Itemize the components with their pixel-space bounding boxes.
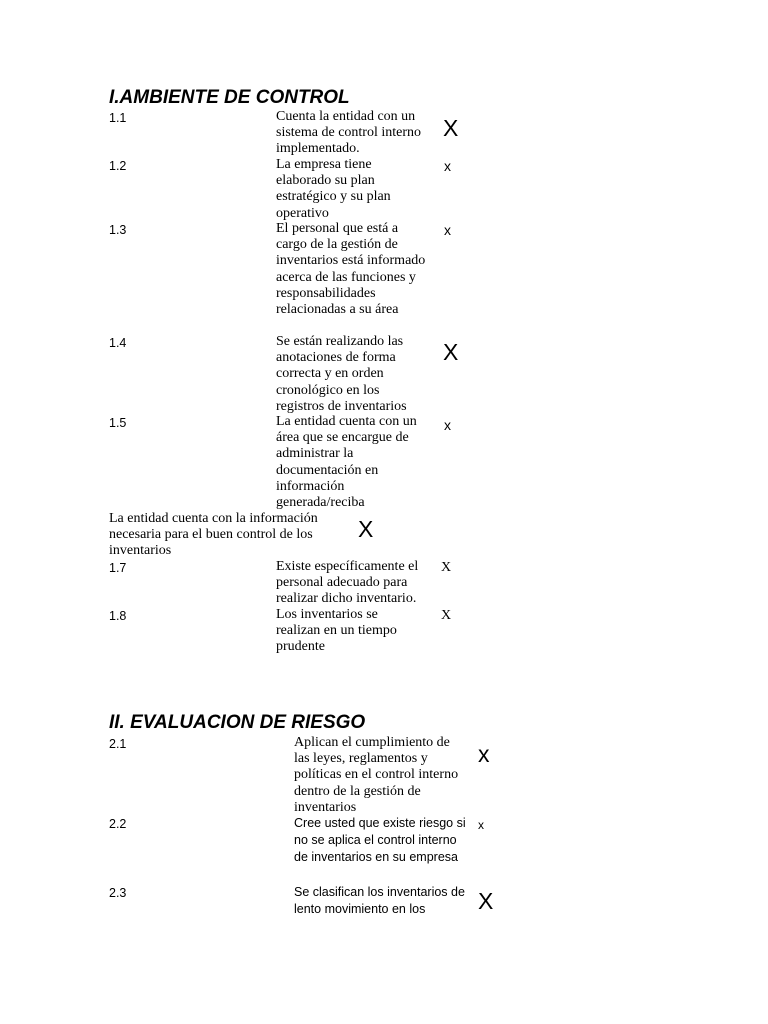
checkmark-x: x (444, 222, 451, 238)
item-number: 1.5 (109, 416, 127, 430)
item-number: 2.2 (109, 817, 127, 831)
checkmark-x: X (443, 339, 459, 365)
checkmark-x: X (443, 115, 459, 141)
item-number: 1.4 (109, 336, 127, 350)
item-description: La entidad cuenta con la información necesaria para el buen control de los inventarios (109, 511, 318, 559)
item-description: Los inventarios se realizan en un tiempo prudente (276, 607, 397, 655)
item-description: Se clasifican los inventarios de lento movimiento en los (294, 885, 465, 917)
item-description: Cuenta la entidad con un sistema de control interno implementado. (276, 109, 422, 157)
item-description: Cree usted que existe riesgo si no se aplica el control interno de inventarios en su empresa (294, 816, 466, 865)
checkmark-x: x (478, 818, 484, 832)
item-number: 1.8 (109, 609, 127, 623)
section-heading-evaluacion-de-riesgo: II. EVALUACION DE RIESGO (109, 712, 366, 733)
checkmark-x: x (444, 158, 451, 174)
item-number: 2.3 (109, 886, 127, 900)
item-description: Existe específicamente el personal adecuado para realizar dicho inventario. (276, 559, 419, 607)
item-description: La entidad cuenta con un área que se encargue de administrar la documentación en información generada/reciba (276, 414, 417, 511)
item-number: 2.1 (109, 737, 127, 751)
checkmark-x: x (444, 417, 451, 433)
item-description: Aplican el cumplimiento de las leyes, reglamentos y políticas en el control interno dentro de la gestión de inventarios (294, 735, 459, 815)
checkmark-x: x (478, 741, 490, 767)
checkmark-x: X (358, 516, 374, 542)
section-heading-ambiente-de-control: I.AMBIENTE DE CONTROL (109, 87, 350, 108)
checkmark-x: X (441, 560, 452, 575)
item-description: Se están realizando las anotaciones de forma correcta y en orden cronológico en los registros de inventarios (276, 334, 407, 414)
item-description: El personal que está a cargo de la gestión de inventarios está informado acerca de las funciones y responsabilidades relacionadas a su área (276, 221, 426, 318)
checkmark-x: X (478, 888, 494, 914)
item-description: La empresa tiene elaborado su plan estratégico y su plan operativo (276, 157, 391, 221)
item-number: 1.7 (109, 561, 127, 575)
item-number: 1.2 (109, 159, 127, 173)
checkmark-x: X (441, 608, 452, 623)
item-number: 1.1 (109, 111, 127, 125)
item-number: 1.3 (109, 223, 127, 237)
